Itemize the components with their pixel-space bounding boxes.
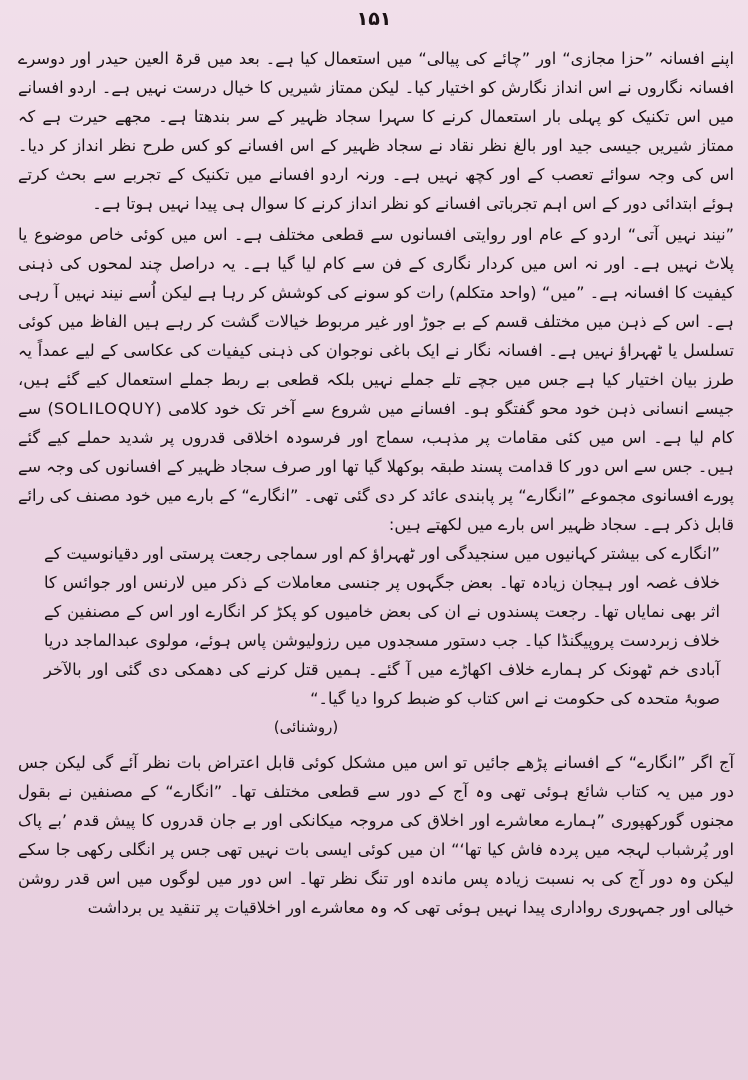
paragraph-angare-today: آج اگر ”انگارے“ کے افسانے پڑھے جائیں تو اس میں مشکل کوئی قابل اعتراض بات نظر آئے گی لیکن جس دور میں یہ کتاب شائع ہوئی تھی وہ آج کے دور سے قطعی مختلف تھا۔ ”انگارے“ کے مصنفین نے بقول مجنوں گورکھپوری ”ہمارے معاشرے اور اخلاق کی مروجہ میکانکی اور بے جان قدروں کا پیش قدم ’بے پاک اور پُرشباب لہجہ میں پردہ فاش کیا تھا‘“ ان میں کوئی ایسی بات نہیں تھی جس پر انگلی رکھی جا سکے لیکن وہ دور آج کی بہ نسبت زیادہ پس ماندہ اور تنگ نظر تھا۔ اس دور میں لوگوں میں اس قدر روشن خیالی اور جمہوری رواداری پیدا نہیں ہوئی تھی کہ وہ معاشرے اور اخلاقیات پر تنقید یں برداشت xyxy=(18,753,734,917)
page-body xyxy=(18,44,734,922)
paragraph-text-after-latin: ) سے کام لیا ہے۔ اس میں کئی مقامات پر مذہب، سماج اور فرسودہ اخلاقی قدروں پر شدید حملے کیے گئے ہیں۔ جس سے اس دور کا قدامت پسند طبقہ بوکھلا گیا تھا اور صرف سجاد ظہیر کے افسانوں کی وجہ سے پورے افسانوی مجموعے ”انگارے“ پر پابندی عائد کر دی گئی تھی۔ ”انگارے“ کے بارے میں خود مصنف کی رائے قابل ذکر ہے۔ سجاد ظہیر اس بارے میں لکھتے ہیں: xyxy=(18,399,735,534)
quote-source: (روشنائی) xyxy=(273,718,339,736)
page-number: ۱۵۱ xyxy=(356,8,392,30)
soliloquy-term: SOLILOQUY xyxy=(53,399,156,418)
block-quote: ”انگارے کی بیشتر کہانیوں میں سنجیدگی اور ٹھہراؤ کم اور سماجی رجعت پرستی اور دقیانوسیت کے خلاف غصہ اور ہیجان زیادہ تھا۔ بعض جگہوں پر جنسی معاملات کے ذکر میں لارنس اور جوائس کا اثر بھی نمایاں تھا۔ رجعت پسندوں نے ان کی بعض خامیوں کو پکڑ کر انگارے اور اس کے مصنفین کے خلاف زبردست پروپیگنڈا کیا۔ جب دستور مسجدوں میں رزولیوشن پاس ہوئے، مولوی عبدالماجد دریا آبادی خم ٹھونک کر ہمارے خلاف اکھاڑے میں آ گئے۔ ہمیں قتل کرنے کی دھمکی دی گئی اور بالآخر صوبۂ متحدہ کی حکومت نے اس کتاب کو ضبط کروا دیا گیا۔“ xyxy=(44,544,720,708)
paragraph-neend-nahin-aati xyxy=(18,220,734,539)
paragraph-text-before-latin: ”نیند نہیں آتی“ اردو کے عام اور روایتی افسانوں سے قطعی مختلف ہے۔ اس میں کوئی خاص موضوع یا پلاٹ نہیں ہے۔ اور نہ اس میں کردار نگاری کے فن سے کام لیا گیا ہے۔ یہ دراصل چند لمحوں کی ذہنی کیفیت کا افسانہ ہے۔ ”میں“ (واحد متکلم) رات کو سونے کی کوشش کر رہا ہے لیکن اُسے نیند نہیں آ رہی ہے۔ اس کے ذہن میں مختلف قسم کے بے جوڑ اور غیر مربوط خیالات گشت کر رہے ہیں الفاظ میں کوئی تسلسل یا ٹھہراؤ نہیں ہے۔ افسانہ نگار نے ایک باغی نوجوان کی ذہنی کیفیات کی عکاسی کے لیے عمداً یہ طرز بیان اختیار کیا ہے جس میں جچے تلے جملے نہیں بلکہ قطعی بے ربط جملے استعمال کیے گئے ہیں، جیسے انسانی ذہن خود محو گفتگو ہو۔ افسانے میں شروع سے آخر تک خود کلامی ( xyxy=(18,225,734,418)
paragraph-intro: اپنے افسانہ ”حزا مجازی“ اور ”چائے کی پیالی“ میں استعمال کیا ہے۔ بعد میں قرۃ العین حیدر اور دوسرے افسانہ نگاروں نے اس انداز نگارش کو اختیار کیا۔ لیکن ممتاز شیریں کا خیال درست نہیں ہے۔ اردو افسانے میں اس تکنیک کو پہلی بار استعمال کرنے کا سہرا سجاد ظہیر کے سر بندھتا ہے۔ مجھے حیرت ہے کہ ممتاز شیریں جیسی جید اور بالغ نظر نقاد نے سجاد ظہیر کے اس افسانے کو کس طرح نظر انداز کر دیا۔ اس کی وجہ سوائے تعصب کے اور کچھ نہیں ہے۔ ورنہ اردو افسانے میں تکنیک کے تجربے سے بحث کرتے ہوئے ابتدائی دور کے اس اہم تجرباتی افسانے کو نظر انداز کرنے کا سوال ہی پیدا نہیں ہوتا ہے۔ xyxy=(18,49,734,213)
